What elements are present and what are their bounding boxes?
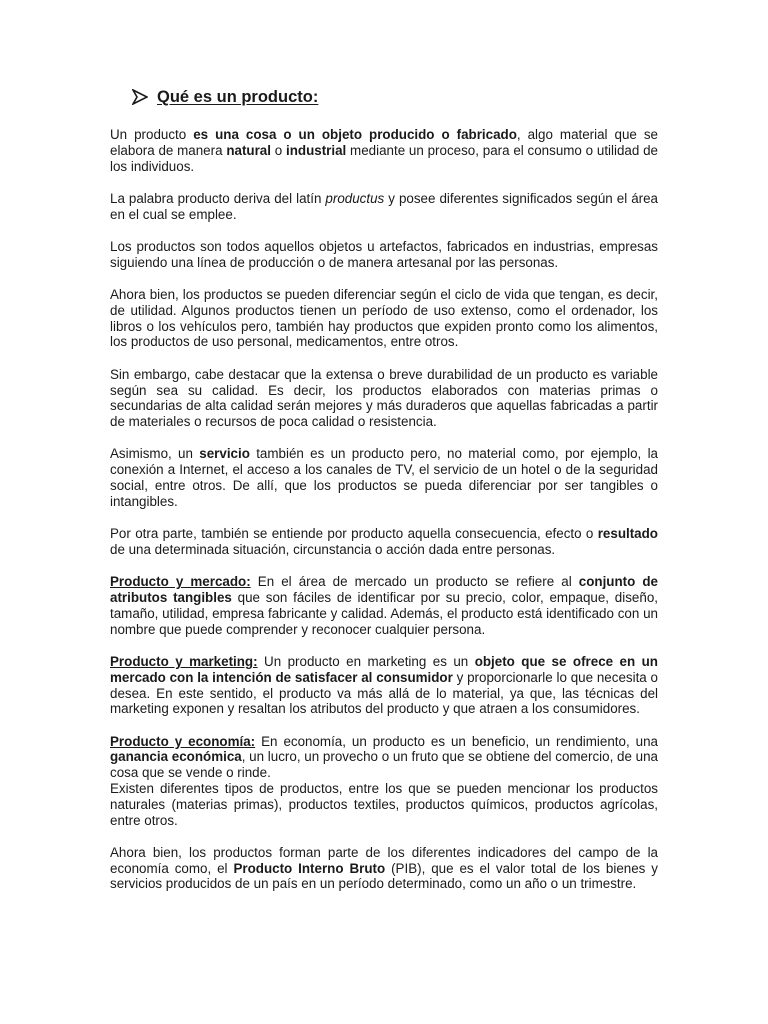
paragraph-objects: Los productos son todos aquellos objetos u artefactos, fabricados en industrias, empresas siguiendo una línea de producción o de manera artesanal por las personas. (110, 238, 658, 270)
document-page (110, 86, 658, 909)
subheading-marketing: Producto y marketing: (110, 653, 258, 669)
paragraph-gdp: Ahora bien, los productos forman parte de los diferentes indicadores del campo de la economía como, el Producto Interno Bruto (PIB), que es el valor total de los bienes y servicios producidos de un país en un período determinado, como un año o un trimestre. (110, 844, 658, 892)
paragraph-quality: Sin embargo, cabe destacar que la extensa o breve durabilidad de un producto es variable según sea su calidad. Es decir, los productos elaborados con materias primas o secundarias de alta calidad serán mejores y más duraderos que aquellas fabricadas a partir de materiales o recursos de poca calidad o resistencia. (110, 366, 658, 430)
subheading-economy: Producto y economía: (110, 733, 256, 749)
paragraph-product-economy: Producto y economía: En economía, un producto es un beneficio, un rendimiento, una ganancia económica, un lucro, un provecho o un fruto que se obtiene del comercio, de una cosa que se vende o rinde. (110, 733, 658, 781)
paragraph-result: Por otra parte, también se entiende por producto aquella consecuencia, efecto o resultado de una determinada situación, circunstancia o acción dada entre personas. (110, 526, 658, 557)
paragraph-etymology: La palabra producto deriva del latín productus y posee diferentes significados según el área en el cual se emplee. (110, 190, 658, 222)
paragraph-product-market: Producto y mercado: En el área de mercado un producto se refiere al conjunto de atributos tangibles que son fáciles de identificar por su precio, color, empaque, diseño, tamaño, utilidad, empresa fabricante y calidad. Además, el producto está identificado con un nombre que puede comprender y reconocer cualquier persona. (110, 574, 659, 637)
paragraph-product-types: Existen diferentes tipos de productos, entre los que se pueden mencionar los productos naturales (materias primas), productos textiles, productos químicos, productos agrícolas, entre otros. (110, 781, 658, 828)
paragraph-definition: Un producto es una cosa o un objeto producido o fabricado, algo material que se elabora de manera natural o industrial mediante un proceso, para el consumo o utilidad de los individuos. (110, 127, 658, 174)
paragraph-product-marketing: Producto y marketing: Un producto en marketing es un objeto que se ofrece en un mercado con la intención de satisfacer al consumidor y proporcionarle lo que necesita o desea. En este sentido, el producto va más allá de lo material, ya que, las técnicas del marketing exponen y resaltan los atributos del producto y que atraen a los consumidores. (110, 653, 658, 717)
paragraph-service: Asimismo, un servicio también es un producto pero, no material como, por ejemplo, la conexión a Internet, el acceso a los canales de TV, el servicio de un hotel o de la seguridad social, entre otros. De allí, que los productos se pueda diferenciar por ser tangibles o intangibles. (110, 446, 658, 509)
page-title: Qué es un producto: (157, 87, 319, 106)
arrowhead-bullet-icon (132, 89, 148, 105)
section-heading (132, 86, 658, 108)
paragraph-life-cycle: Ahora bien, los productos se pueden diferenciar según el ciclo de vida que tengan, es decir, de utilidad. Algunos productos tienen un período de uso extenso, como el ordenador, los libros o los vehículos pero, también hay productos que expiden pronto como los alimentos, los productos de uso personal, medicamentos, entre otros. (110, 287, 658, 350)
subheading-market: Producto y mercado: (110, 574, 251, 590)
